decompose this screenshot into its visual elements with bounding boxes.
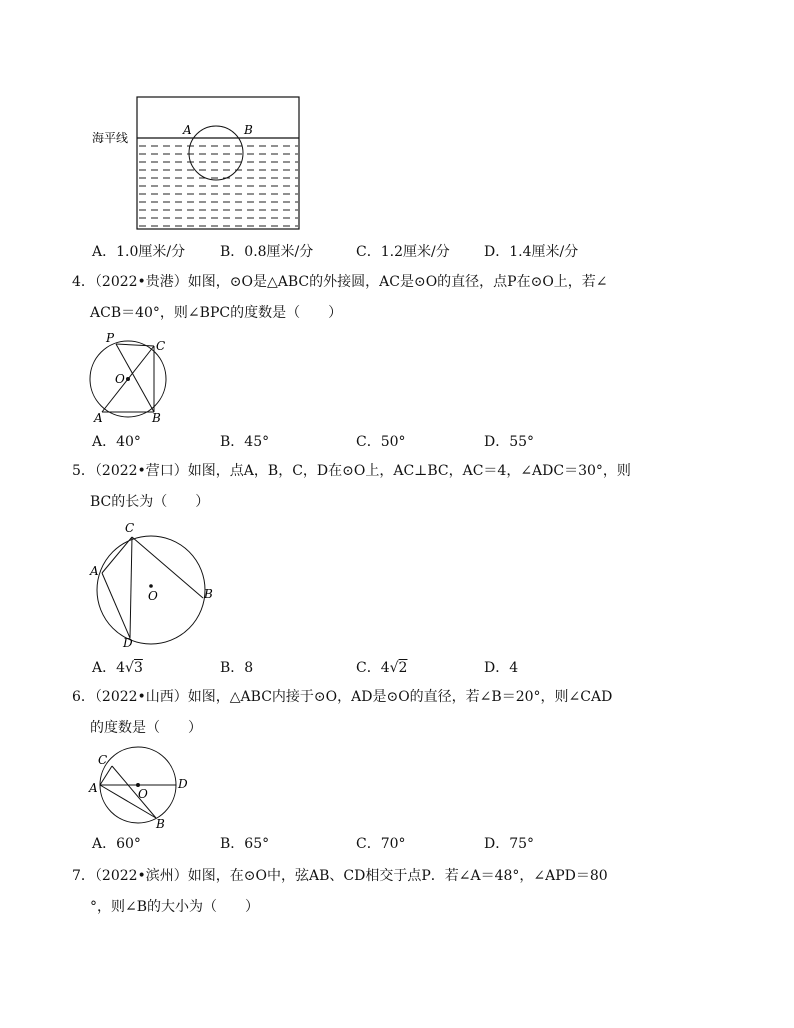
q6-label-o: O [138, 787, 148, 801]
q5-label-c: C [125, 521, 135, 535]
q6-figure [86, 742, 196, 830]
point-a-label: A [183, 123, 192, 137]
q6-label-c: C [98, 753, 108, 767]
q4-label-o: O [115, 372, 125, 386]
sqrt-sign: √ [389, 660, 399, 676]
q7-stem-line1: 7．（2022•滨州）如图，在⊙O中，弦AB、CD相交于点P．若∠A＝48°，∠APD＝80 [72, 868, 608, 884]
q5-stem-line2: BC的长为（ ） [90, 494, 210, 510]
water-area [138, 139, 298, 228]
q5-option-a-prefix: A．4 [92, 660, 126, 676]
q5-label-d: D [123, 636, 133, 650]
q5-label-o: O [148, 589, 158, 603]
sea-level-label: 海平线 [92, 131, 129, 145]
q4-label-p: P [106, 331, 115, 345]
q5-stem-line1: 5．（2022•营口）如图，点A，B，C，D在⊙O上，AC⊥BC，AC＝4，∠ADC＝30°，则 [72, 463, 631, 479]
q5-label-a: A [90, 564, 99, 578]
q5-option-c-prefix: C．4 [356, 660, 390, 676]
q6-option-c: C．70° [356, 836, 406, 852]
q4-label-b: B [152, 411, 161, 425]
q6-label-a: A [89, 781, 98, 795]
q4-label-c: C [156, 339, 166, 353]
q6-stem-line2: 的度数是（ ） [90, 720, 202, 736]
sea-level-figure [90, 94, 305, 234]
sqrt-sign: √ [125, 660, 134, 676]
q6-stem-line1: 6．（2022•山西）如图，△ABC内接于⊙O，AD是⊙O的直径，若∠B＝20°，则∠CAD [72, 689, 613, 705]
q6-option-a: A．60° [92, 836, 141, 852]
q6-option-d: D．75° [484, 836, 535, 852]
q4-option-d: D．55° [484, 434, 535, 450]
q5-figure [86, 518, 218, 650]
q6-label-d: D [178, 777, 188, 791]
q3-option-a: A．1.0厘米/分 [92, 244, 186, 260]
q4-stem-line1: 4．（2022•贵港）如图，⊙O是△ABC的外接圆，AC是⊙O的直径，点P在⊙O上，若∠ [72, 274, 608, 290]
q3-option-d: D．1.4厘米/分 [484, 244, 579, 260]
q4-stem-line2: ACB＝40°，则∠BPC的度数是（ ） [90, 305, 343, 321]
q5-option-a-radicand: 3 [133, 660, 143, 676]
q7-stem-line2: °，则∠B的大小为（ ） [90, 899, 260, 915]
q4-option-a: A．40° [92, 434, 141, 450]
q5-option-d: D．4 [484, 660, 519, 676]
q6-label-b: B [156, 817, 165, 830]
q5-label-b: B [204, 587, 213, 601]
q6-option-b: B．65° [220, 836, 270, 852]
q4-figure [86, 330, 176, 426]
q4-option-b: B．45° [220, 434, 270, 450]
q4-option-c: C．50° [356, 434, 406, 450]
q5-option-b: B．8 [220, 660, 254, 676]
q5-option-c-radicand: 2 [398, 660, 408, 676]
q3-option-c: C．1.2厘米/分 [356, 244, 450, 260]
q5-option-a [92, 658, 143, 678]
q4-label-a: A [94, 411, 103, 425]
q3-option-b: B．0.8厘米/分 [220, 244, 314, 260]
q5-option-c [356, 658, 407, 678]
point-b-label: B [244, 123, 253, 137]
